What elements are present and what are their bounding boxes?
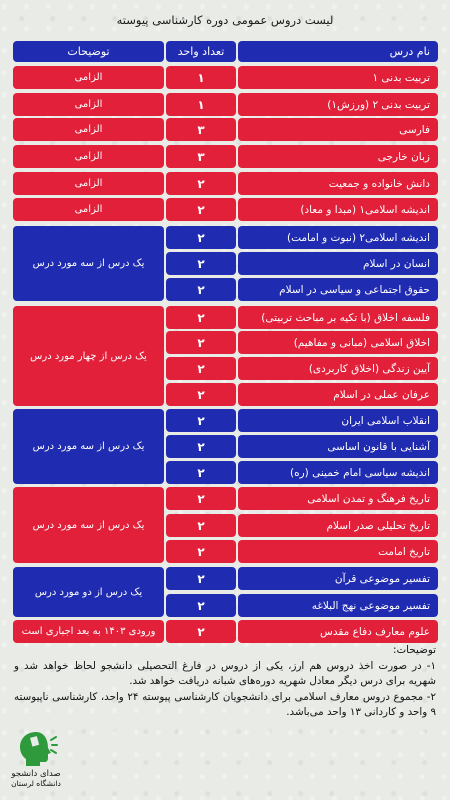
course-description: الزامی [13,66,164,89]
course-name: اندیشه اسلامی۱ (مبدا و معاد) [238,198,438,221]
course-name: تاریخ امامت [238,540,438,563]
course-description: ورودی ۱۴۰۳ به بعد اجباری است [13,620,164,643]
logo-line-2: دانشگاه لرستان [11,779,61,788]
course-units: ۲ [166,357,236,380]
course-description: الزامی [13,172,164,195]
course-units: ۲ [166,435,236,458]
group-description: یک درس از دو مورد درس [13,567,164,617]
group-description: یک درس از سه مورد درس [13,487,164,563]
course-units: ۲ [166,567,236,590]
course-name: آشنایی با قانون اساسی [238,435,438,458]
course-name: فلسفه اخلاق (با تکیه بر مباحث تربیتی) [238,306,438,329]
course-name: فارسی [238,118,438,141]
note-2: ۲- مجموع دروس معارف اسلامی برای دانشجویان کارشناسی پیوسته ۲۴ واحد، کارشناسی ناپیوسته ۹ واحد و کاردانی ۱۳ واحد می‌باشد. [14,690,436,718]
course-units: ۲ [166,252,236,275]
course-units: ۲ [166,540,236,563]
course-name: تفسیر موضوعی قرآن [238,567,438,590]
course-units: ۲ [166,226,236,249]
course-units: ۲ [166,620,236,643]
speaking-head-logo-icon [14,728,58,768]
course-name: تربیت بدنی ۱ [238,66,438,89]
notes [14,643,436,721]
course-units: ۲ [166,594,236,617]
course-name: تفسیر موضوعی نهج البلاغه [238,594,438,617]
course-name: اندیشه سیاسی امام خمینی (ره) [238,461,438,484]
course-name: دانش خانواده و جمعیت [238,172,438,195]
course-name: اندیشه اسلامی۲ (نبوت و امامت) [238,226,438,249]
course-name: تاریخ تحلیلی صدر اسلام [238,514,438,537]
course-name: عرفان عملی در اسلام [238,383,438,406]
logo [6,728,66,796]
group-description: یک درس از سه مورد درس [13,409,164,484]
course-name: انقلاب اسلامی ایران [238,409,438,432]
course-description: الزامی [13,145,164,168]
header-description: توضیحات [13,41,164,62]
course-units: ۳ [166,145,236,168]
course-units: ۳ [166,118,236,141]
course-units: ۲ [166,172,236,195]
course-description: الزامی [13,118,164,141]
course-units: ۲ [166,461,236,484]
course-units: ۲ [166,278,236,301]
course-name: اخلاق اسلامی (مبانی و مفاهیم) [238,331,438,354]
group-description: یک درس از سه مورد درس [13,226,164,301]
course-name: آیین زندگی (اخلاق کاربردی) [238,357,438,380]
logo-line-1: صدای دانشجو [11,769,61,779]
course-units: ۱ [166,66,236,89]
course-name: انسان در اسلام [238,252,438,275]
course-name: علوم معارف دفاع مقدس [238,620,438,643]
course-units: ۱ [166,93,236,116]
course-name: زبان خارجی [238,145,438,168]
course-name: حقوق اجتماعی و سیاسی در اسلام [238,278,438,301]
course-units: ۲ [166,487,236,510]
course-units: ۲ [166,198,236,221]
course-units: ۲ [166,306,236,329]
course-units: ۲ [166,331,236,354]
course-name: تاریخ فرهنگ و تمدن اسلامی [238,487,438,510]
notes-heading: توضیحات: [393,644,436,656]
course-units: ۲ [166,409,236,432]
group-description: یک درس از چهار مورد درس [13,306,164,406]
page-title: لیست دروس عمومی دوره کارشناسی پیوسته [116,13,334,27]
course-description: الزامی [13,198,164,221]
course-units: ۲ [166,383,236,406]
note-1: ۱- در صورت اخذ دروس هم ارز، یکی از دروس در فارغ التحصیلی دانشجو لحاظ خواهد شد و شهریه برای درس دیگر معادل شهریه دوره‌های شبانه دریافت خواهد شد. [14,659,436,687]
course-description: الزامی [13,93,164,116]
course-units: ۲ [166,514,236,537]
header-course-name: نام درس [238,41,438,62]
course-name: تربیت بدنی ۲ (ورزش۱) [238,93,438,116]
header-units: تعداد واحد [166,41,236,62]
